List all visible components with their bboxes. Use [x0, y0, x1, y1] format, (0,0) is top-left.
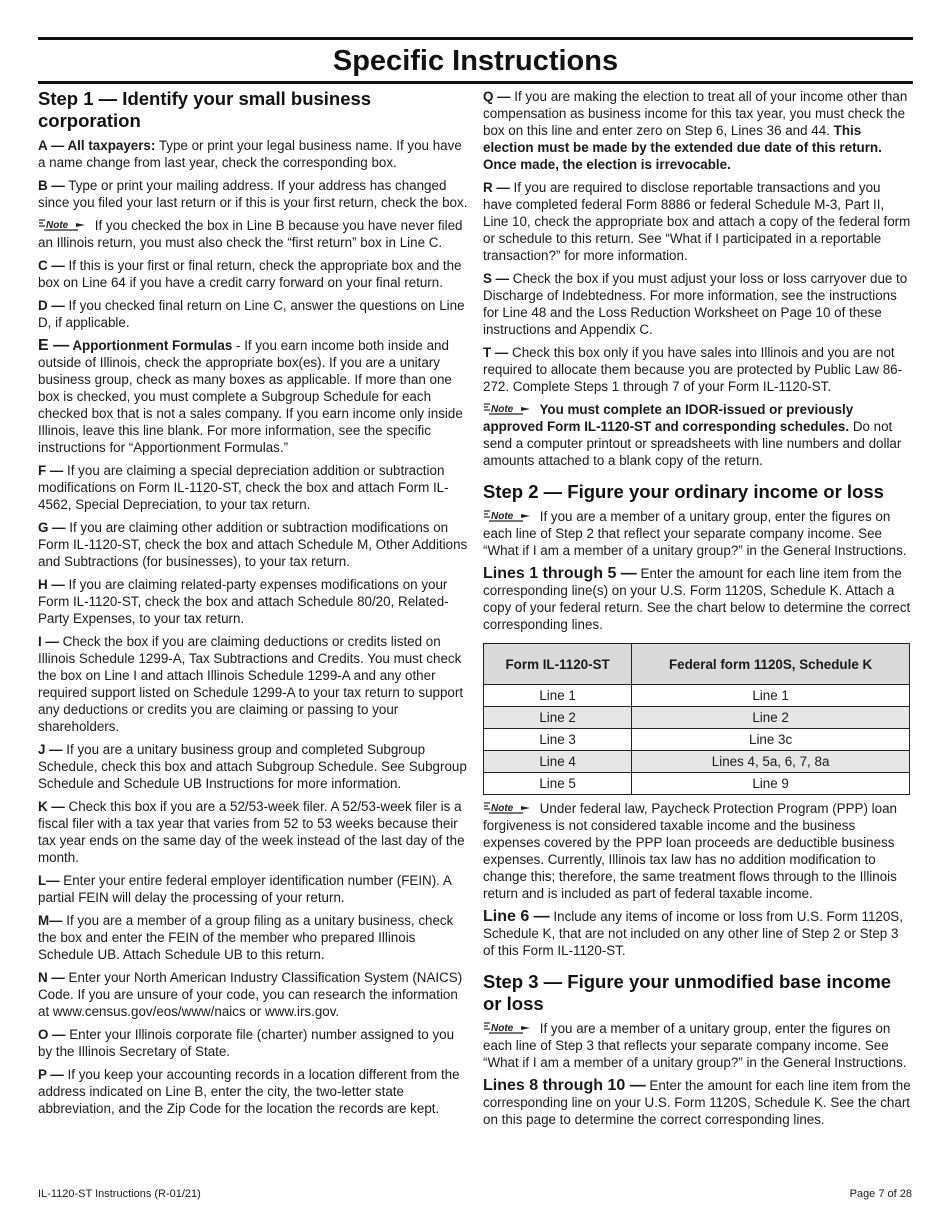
- table-cell: Line 3: [484, 729, 632, 751]
- line-h-text: If you are claiming related-party expenses modifications on your Form IL-1120-ST, check the box and attach Schedule 80/20, Related-Party Expenses, to your tax return.: [38, 577, 449, 626]
- note-line-b-text: If you checked the box in Line B because you have never filed an Illinois return, you must also check the “first return” box in Line C.: [38, 218, 463, 250]
- table-row: [484, 751, 910, 773]
- line-k-label: K —: [38, 799, 65, 814]
- note-idor-text: Do not send a computer printout or spreadsheets with line numbers and dollar amounts attached to a blank copy of the return.: [483, 419, 902, 468]
- line-j-label: J —: [38, 742, 63, 757]
- lines-1-5-label: Lines 1 through 5 —: [483, 565, 637, 582]
- note-idor: [483, 401, 913, 469]
- line-o-text: Enter your Illinois corporate file (charter) number assigned to you by the Illinois Secretary of State.: [38, 1027, 455, 1059]
- note-label: Note: [491, 803, 514, 814]
- line-i-text: Check the box if you are claiming deductions or credits listed on Illinois Schedule 1299-A, Tax Subtractions and Credits. You must check the box on Line I and attach Illinois Schedule 1299-A and any other required support listed on Schedule 1299-A to your tax return to support any deductions or credits you are claiming or passing to your shareholders.: [38, 634, 464, 734]
- line-h-label: H —: [38, 577, 65, 592]
- line-q-paragraph: [483, 88, 913, 173]
- line-l-paragraph: [38, 872, 468, 906]
- line-p-label: P —: [38, 1067, 64, 1082]
- note-idor-bold: You must complete an IDOR-issued or previously approved Form IL-1120-ST and corresponding schedules.: [483, 402, 854, 434]
- table-header-il: Form IL-1120-ST: [484, 644, 632, 685]
- table-row: [484, 707, 910, 729]
- line-k-paragraph: [38, 798, 468, 866]
- line-g-text: If you are claiming other addition or subtraction modifications on Form IL-1120-ST, check the box and attach Schedule M, Other Additions and Subtractions (for businesses), to your tax return.: [38, 520, 468, 569]
- line-q-text: If you are making the election to treat all of your income other than compensation as business income for this tax year, you must check the box on this line and enter zero on Step 6, Lines 36 and 44.: [483, 89, 908, 138]
- line-q-bold: This election must be made by the extended due date of this return. Once made, the election is irrevocable.: [483, 123, 882, 172]
- line-o-paragraph: [38, 1026, 468, 1060]
- note-icon: [483, 802, 533, 814]
- note-step3: [483, 1020, 913, 1071]
- line-i-label: I —: [38, 634, 59, 649]
- table-cell: Line 5: [484, 773, 632, 795]
- line-j-paragraph: [38, 741, 468, 792]
- line-h-paragraph: [38, 576, 468, 627]
- line-c-text: If this is your first or final return, check the appropriate box and the box on Line 64 if you have a credit carry forward on your final return.: [38, 258, 462, 290]
- left-column: [38, 88, 468, 1123]
- note-icon: [483, 510, 533, 522]
- line-m-label: M—: [38, 913, 63, 928]
- lines-1-5-paragraph: [483, 565, 913, 633]
- line-f-paragraph: [38, 462, 468, 513]
- line-b-label: B —: [38, 178, 65, 193]
- note-icon: [38, 219, 88, 231]
- note-icon: [483, 403, 533, 415]
- note-label: Note: [491, 1023, 514, 1034]
- line-l-text: Enter your entire federal employer identification number (FEIN). A partial FEIN will delay the processing of your return.: [38, 873, 452, 905]
- line-a-paragraph: [38, 137, 468, 171]
- table-cell: Line 2: [484, 707, 632, 729]
- note-step2-text: If you are a member of a unitary group, enter the figures on each line of Step 2 that reflect your separate company income. See “What if I am a member of a unitary group?” in the General Instructions.: [483, 509, 907, 558]
- line-g-paragraph: [38, 519, 468, 570]
- table-cell: Line 2: [632, 707, 910, 729]
- line-s-paragraph: [483, 270, 913, 338]
- top-rule: [38, 37, 913, 40]
- right-column: [483, 88, 913, 1134]
- note-label: Note: [46, 220, 69, 231]
- line-n-label: N —: [38, 970, 65, 985]
- line-6-text: Include any items of income or loss from U.S. Form 1120S, Schedule K, that are not included on any other line of Step 2 or Step 3 of this Form IL-1120-ST.: [483, 909, 903, 958]
- line-c-paragraph: [38, 257, 468, 291]
- line-e-title: Apportionment Formulas: [69, 338, 233, 353]
- note-ppp: [483, 800, 913, 902]
- line-s-label: S —: [483, 271, 510, 286]
- lines-8-10-paragraph: [483, 1077, 913, 1128]
- title-rule: [38, 81, 913, 84]
- table-cell: Line 4: [484, 751, 632, 773]
- table-row: [484, 685, 910, 707]
- table-cell: Line 1: [632, 685, 910, 707]
- note-ppp-text: Under federal law, Paycheck Protection Program (PPP) loan forgiveness is not considered taxable income and the business expenses covered by the PPP loan proceeds are deductible business expenses. Currently, Illinois tax law has no addition modification to change this; therefore, the same treatment flows through to the Illinois return and is included as part of federal taxable income.: [483, 801, 897, 901]
- note-line-b: [38, 217, 468, 251]
- line-o-label: O —: [38, 1027, 66, 1042]
- line-d-paragraph: [38, 297, 468, 331]
- table-header-federal: Federal form 1120S, Schedule K: [632, 644, 910, 685]
- line-t-label: T —: [483, 345, 509, 360]
- line-j-text: If you are a unitary business group and completed Subgroup Schedule, check this box and attach Subgroup Schedule. See Subgroup Schedule and Schedule UB Instructions for more information.: [38, 742, 467, 791]
- line-a-label: A — All taxpayers:: [38, 138, 156, 153]
- step3-heading: Step 3 — Figure your unmodified base income or loss: [483, 971, 892, 1014]
- table-cell: Line 1: [484, 685, 632, 707]
- line-q-label: Q —: [483, 89, 511, 104]
- lines-8-10-label: Lines 8 through 10 —: [483, 1077, 646, 1094]
- line-n-paragraph: [38, 969, 468, 1020]
- line-e-text: - If you earn income both inside and outside of Illinois, check the appropriate box(es). If you are a unitary business group, check as many boxes as applicable. If more than one box is checked, you must complete a Subgroup Schedule for each checked box that is not a sales company. If you earn income only inside Illinois, leave this line blank. For more information, see the specific instructions for “Apportionment Formulas.”: [38, 338, 463, 455]
- line-b-paragraph: [38, 177, 468, 211]
- line-d-text: If you checked final return on Line C, answer the questions on Line D, if applicable.: [38, 298, 465, 330]
- line-6-paragraph: [483, 908, 913, 959]
- line-f-text: If you are claiming a special depreciation addition or subtraction modifications on Form IL-1120-ST, check the box and attach Form IL-4562, Special Depreciation, to your tax return.: [38, 463, 449, 512]
- table-cell: Line 9: [632, 773, 910, 795]
- table-row: [484, 729, 910, 751]
- line-a-text: Type or print your legal business name. If you have a name change from last year, check the corresponding box.: [38, 138, 462, 170]
- lines-1-5-text: Enter the amount for each line item from the corresponding line(s) on your U.S. Form 1120S, Schedule K. Attach a copy of your federal return. See the chart below to determine the correct corresponding lines.: [483, 566, 911, 632]
- line-k-text: Check this box if you are a 52/53-week filer. A 52/53-week filer is a fiscal filer with a tax year that varies from 52 to 53 weeks because their tax year ends on the same day of the week instead of the last day of the month.: [38, 799, 465, 865]
- line-e-label: E —: [38, 337, 70, 354]
- line-b-text: Type or print your mailing address. If your address has changed since you filed your last return or if this is your first return, check the box.: [38, 178, 468, 210]
- lines-8-10-text: Enter the amount for each line item from the corresponding line on your U.S. Form 1120S, Schedule K. See the chart on this page to determine the correct corresponding lines.: [483, 1078, 911, 1127]
- table-row: [484, 773, 910, 795]
- line-6-label: Line 6 —: [483, 908, 550, 925]
- footer-page-number: Page 7 of 28: [849, 1188, 912, 1200]
- line-d-label: D —: [38, 298, 65, 313]
- line-correspondence-table: [483, 643, 910, 795]
- note-step3-text: If you are a member of a unitary group, enter the figures on each line of Step 3 that reflects your separate company income. See “What if I am a member of a unitary group?” in the General Instructions.: [483, 1021, 907, 1070]
- line-f-label: F —: [38, 463, 64, 478]
- line-l-label: L—: [38, 873, 60, 888]
- line-m-text: If you are a member of a group filing as a unitary business, check the box and enter the FEIN of the member who prepared Illinois Schedule UB. Attach Schedule UB to this return.: [38, 913, 454, 962]
- footer-form-id: IL-1120-ST Instructions (R-01/21): [38, 1188, 201, 1200]
- note-label: Note: [491, 511, 514, 522]
- line-t-text: Check this box only if you have sales into Illinois and you are not required to allocate them because you are protected by Public Law 86-272. Complete Steps 1 through 7 of your Form IL-1120-ST.: [483, 345, 903, 394]
- note-label: Note: [491, 404, 514, 415]
- line-p-text: If you keep your accounting records in a location different from the address indicated on Line B, enter the city, the two-letter state abbreviation, and the Zip Code for the location the records are kept.: [38, 1067, 460, 1116]
- line-n-text: Enter your North American Industry Classification System (NAICS) Code. If you are unsure of your code, you can research the information at www.census.gov/eos/www/naics or www.irs.gov.: [38, 970, 463, 1019]
- line-c-label: C —: [38, 258, 65, 273]
- line-r-text: If you are required to disclose reportable transactions and you have completed federal Form 8886 or federal Schedule M-3, Part II, Line 10, check the appropriate box and attach a copy of the federal form or schedule to this return. See “What if I participated in a reportable transaction?” for more information.: [483, 180, 911, 263]
- step2-heading: Step 2 — Figure your ordinary income or loss: [483, 481, 884, 502]
- step1-heading: Step 1 — Identify your small business corporation: [38, 88, 372, 131]
- line-e-paragraph: [38, 337, 468, 456]
- table-cell: Lines 4, 5a, 6, 7, 8a: [632, 751, 910, 773]
- note-step2: [483, 508, 913, 559]
- line-s-text: Check the box if you must adjust your loss or loss carryover due to Discharge of Indebtedness. For more information, see the instructions for Line 48 and the Loss Reduction Worksheet on Page 10 of these instructions and Appendix C.: [483, 271, 908, 337]
- line-r-label: R —: [483, 180, 510, 195]
- page-title: Specific Instructions: [332, 45, 619, 77]
- line-p-paragraph: [38, 1066, 468, 1117]
- line-r-paragraph: [483, 179, 913, 264]
- table-cell: Line 3c: [632, 729, 910, 751]
- line-g-label: G —: [38, 520, 66, 535]
- line-m-paragraph: [38, 912, 468, 963]
- line-t-paragraph: [483, 344, 913, 395]
- note-icon: [483, 1022, 533, 1034]
- line-i-paragraph: [38, 633, 468, 735]
